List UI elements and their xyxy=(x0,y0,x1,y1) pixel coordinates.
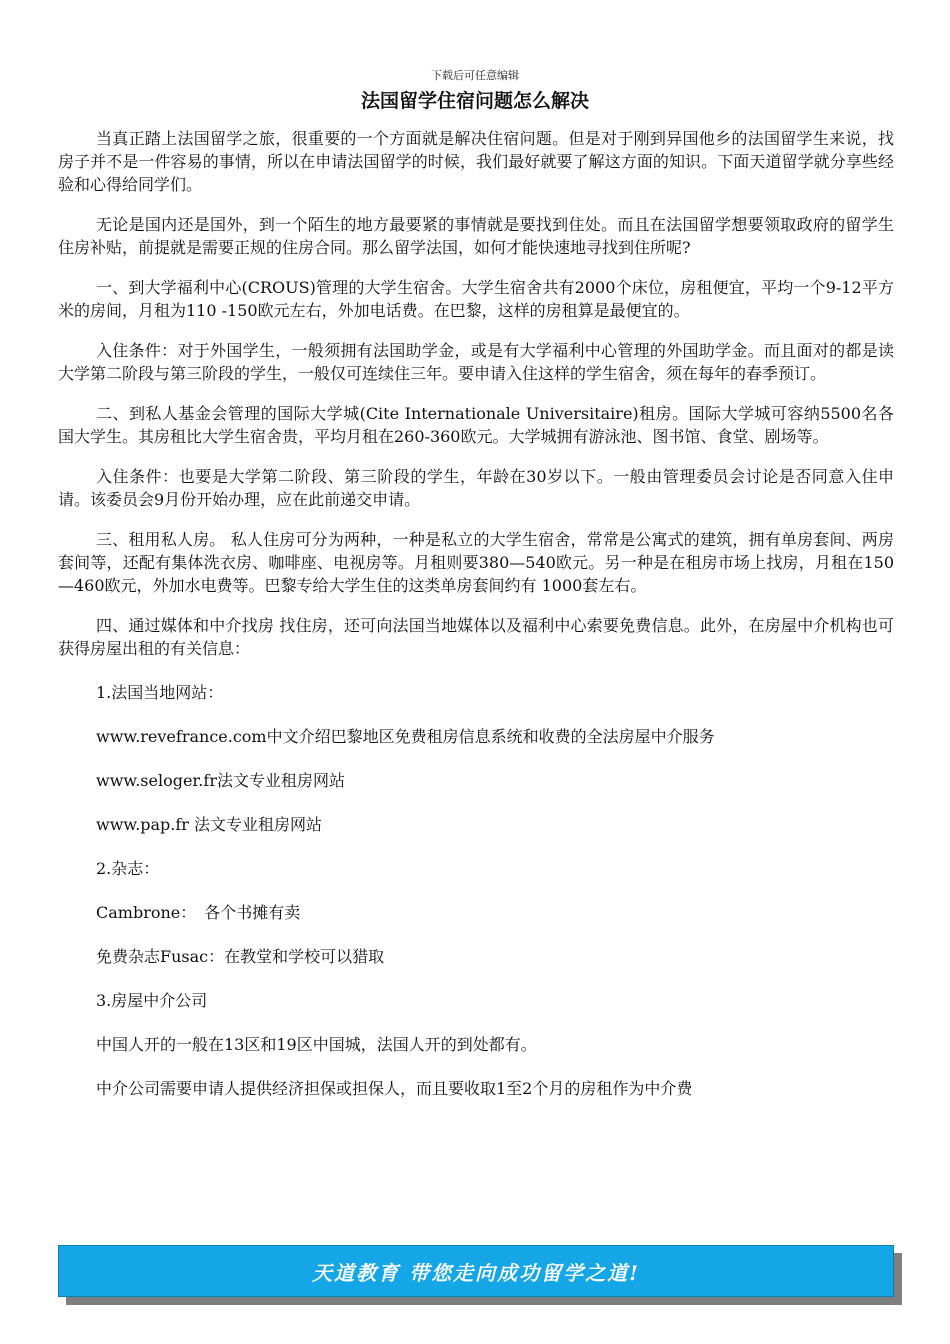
paragraph-question: 无论是国内还是国外，到一个陌生的地方最要紧的事情就是要找到住处。而且在法国留学想要领取政府的留学生住房补贴，前提就是需要正规的住房合同。那么留学法国，如何才能快速地寻找到住所呢? xyxy=(58,215,894,257)
list-item-agencies-heading: 3.房屋中介公司 xyxy=(96,991,208,1010)
paragraph-option-cite: 二、到私人基金会管理的国际大学城(Cite Internationale Universitaire)租房。国际大学城可容纳5500名各国大学生。其房租比大学生宿舍贵，平均月租在260-360欧元。大学城拥有游泳池、图书馆、食堂、剧场等。 xyxy=(58,404,894,446)
list-item-revefrance: www.revefrance.com中文介绍巴黎地区免费租房信息系统和收费的全法房屋中介服务 xyxy=(96,727,715,746)
list-item-chinese-agencies: 中国人开的一般在13区和19区中国城，法国人开的到处都有。 xyxy=(96,1035,537,1054)
paragraph-cite-conditions: 入住条件：也要是大学第二阶段、第三阶段的学生，年龄在30岁以下。一般由管理委员会讨论是否同意入住申请。该委员会9月份开始办理，应在此前递交申请。 xyxy=(58,467,894,509)
list-item-pap: www.pap.fr 法文专业租房网站 xyxy=(96,815,323,834)
list-item-agency-fee: 中介公司需要申请人提供经济担保或担保人，而且要收取1至2个月的房租作为中介费 xyxy=(96,1079,693,1098)
list-item-magazines-heading: 2.杂志： xyxy=(96,859,160,878)
paragraph-option-crous: 一、到大学福利中心(CROUS)管理的大学生宿舍。大学生宿舍共有2000个床位，房租便宜，平均一个9-12平方米的房间，月租为110 -150欧元左右，外加电话费。在巴黎，这样的房租算是最便宜的。 xyxy=(58,278,894,320)
document-title: 法国留学住宿问题怎么解决 xyxy=(360,90,589,112)
list-item-fusac: 免费杂志Fusac：在教堂和学校可以猎取 xyxy=(96,947,385,966)
footer-banner xyxy=(58,1245,894,1297)
list-item-seloger: www.seloger.fr法文专业租房网站 xyxy=(96,771,345,790)
paragraph-option-media: 四、通过媒体和中介找房 找住房，还可向法国当地媒体以及福利中心索要免费信息。此外，在房屋中介机构也可获得房屋出租的有关信息： xyxy=(58,616,894,658)
header-note: 下载后可任意编辑 xyxy=(431,69,519,82)
list-item-websites-heading: 1.法国当地网站： xyxy=(96,683,224,702)
paragraph-crous-conditions: 入住条件：对于外国学生，一般须拥有法国助学金，或是有大学福利中心管理的外国助学金。而且面对的都是读大学第二阶段与第三阶段的学生，一般仅可连续住三年。要申请入住这样的学生宿舍，须在每年的春季预订。 xyxy=(58,341,894,383)
document-body xyxy=(58,127,894,1121)
paragraph-intro: 当真正踏上法国留学之旅，很重要的一个方面就是解决住宿问题。但是对于刚到异国他乡的法国留学生来说，找房子并不是一件容易的事情，所以在申请法国留学的时候，我们最好就要了解这方面的知识。下面天道留学就分享些经验和心得给同学们。 xyxy=(58,129,894,194)
paragraph-option-private: 三、租用私人房。 私人住房可分为两种，一种是私立的大学生宿舍，常常是公寓式的建筑，拥有单房套间、两房套间等，还配有集体洗衣房、咖啡座、电视房等。月租则要380—540欧元。另一种是在租房市场上找房，月租在150—460欧元，外加水电费等。巴黎专给大学生住的这类单房套间约有 1000套左右。 xyxy=(58,530,894,595)
list-item-cambrone: Cambrone： 各个书摊有卖 xyxy=(96,903,301,922)
footer-slogan: 天道教育 带您走向成功留学之道! xyxy=(312,1260,640,1285)
